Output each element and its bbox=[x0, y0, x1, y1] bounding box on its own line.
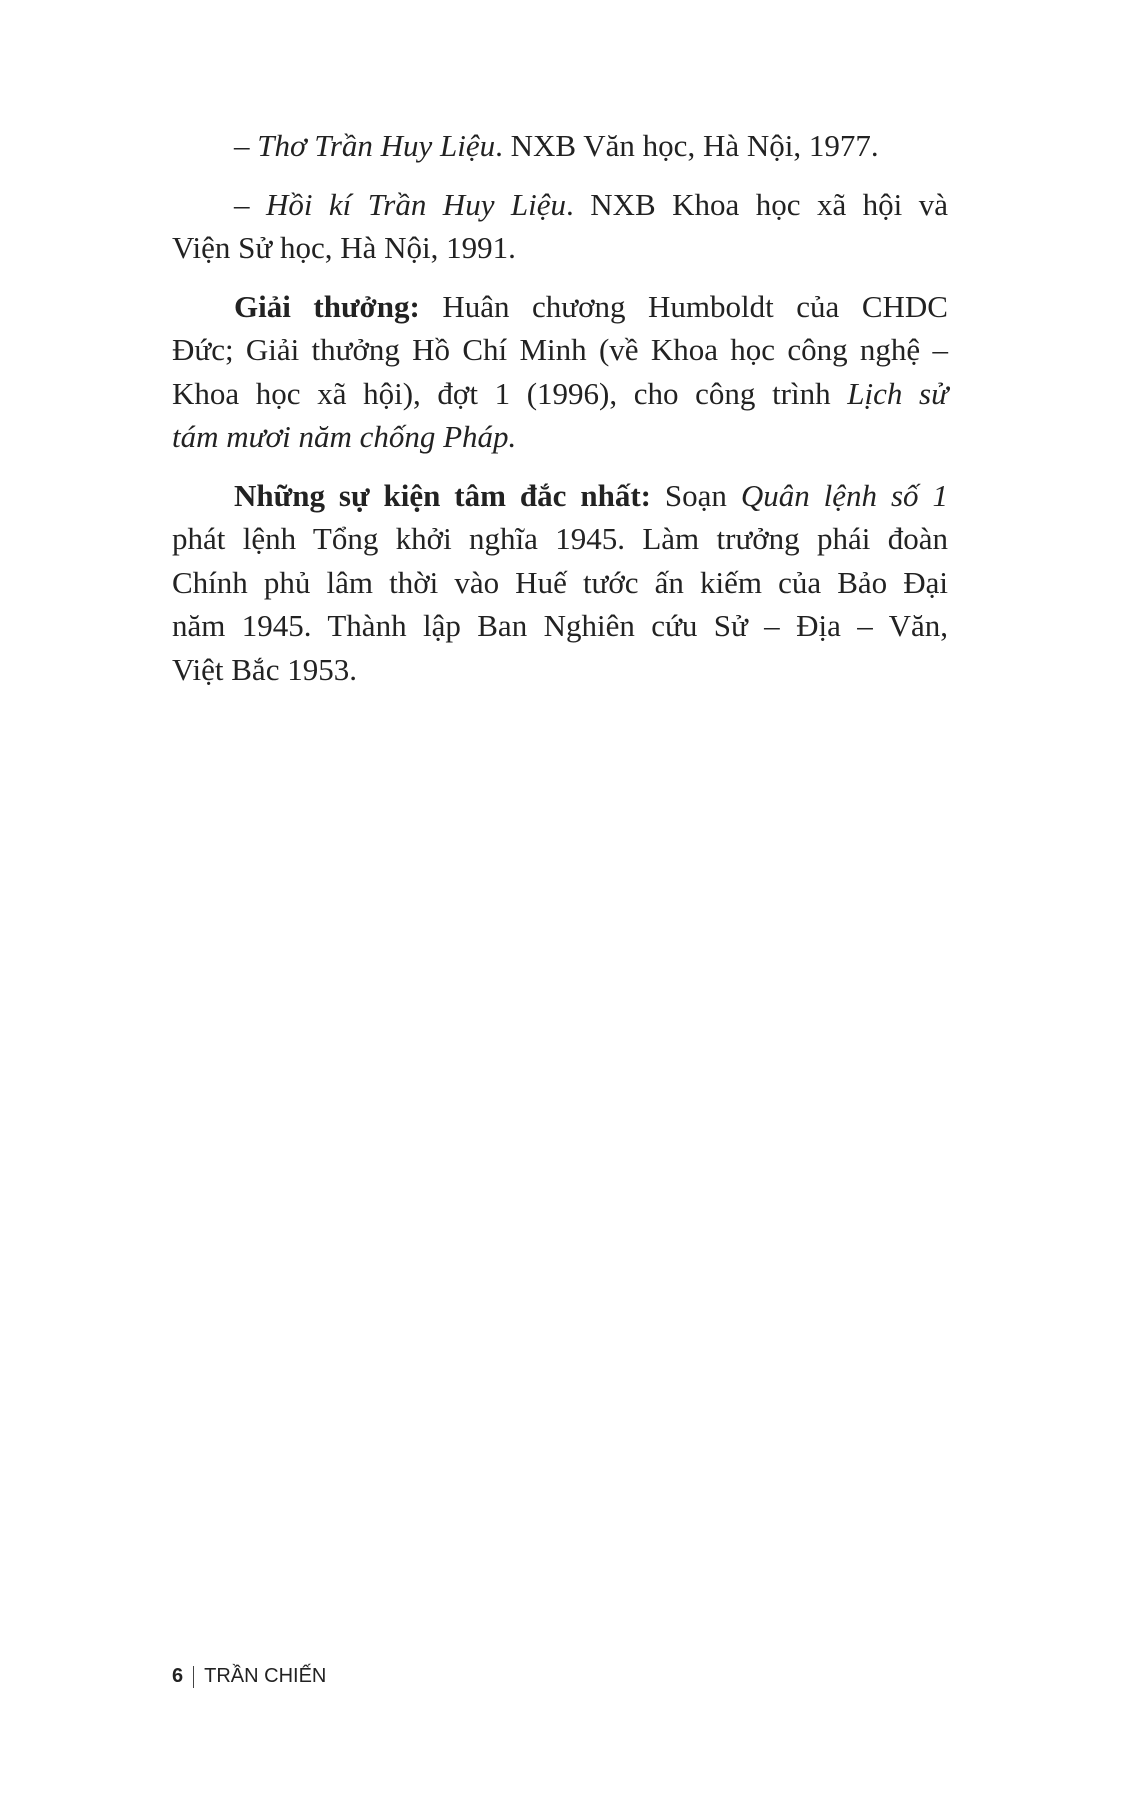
document-title: Quân lệnh số 1 bbox=[740, 477, 948, 513]
citation: . NXB Văn học, Hà Nội, 1977. bbox=[495, 128, 879, 163]
text: Khoa học xã hội), đợt 1 (1996), cho công trình bbox=[172, 375, 848, 411]
text-line: năm 1945. Thành lập Ban Nghiên cứu Sử – Địa – Văn, bbox=[172, 608, 948, 643]
awards-label: Giải thưởng: bbox=[234, 288, 420, 324]
citation-line: Viện Sử học, Hà Nội, 1991. bbox=[172, 230, 516, 265]
dash: – bbox=[234, 186, 266, 222]
footer-divider bbox=[193, 1666, 194, 1688]
dash: – bbox=[234, 128, 258, 163]
paragraph-hoi-ki bbox=[172, 183, 948, 270]
events-label: Những sự kiện tâm đắc nhất: bbox=[234, 477, 651, 513]
text-line: Việt Bắc 1953. bbox=[172, 651, 357, 687]
work-title: Lịch sử bbox=[847, 375, 948, 411]
running-head: TRẦN CHIẾN bbox=[204, 1665, 327, 1687]
text-line: Đức; Giải thưởng Hồ Chí Minh (về Khoa học công nghệ – bbox=[172, 332, 948, 367]
paragraph-tho bbox=[172, 124, 948, 168]
text: Huân chương Humboldt của CHDC bbox=[419, 288, 948, 324]
paragraph-events bbox=[172, 474, 948, 692]
book-title: Hồi kí Trần Huy Liệu bbox=[265, 186, 567, 222]
page-body bbox=[172, 124, 948, 706]
text: Soạn bbox=[650, 477, 741, 513]
page-number: 6 bbox=[172, 1665, 184, 1687]
citation: . NXB Khoa học xã hội và bbox=[566, 186, 949, 222]
book-title: Thơ Trần Huy Liệu bbox=[257, 128, 496, 163]
work-title: tám mươi năm chống Pháp. bbox=[172, 419, 517, 454]
text-line: Chính phủ lâm thời vào Huế tước ấn kiếm của Bảo Đại bbox=[172, 564, 948, 600]
text-line: phát lệnh Tổng khởi nghĩa 1945. Làm trưởng phái đoàn bbox=[172, 521, 948, 556]
page-footer bbox=[172, 1665, 326, 1688]
paragraph-awards bbox=[172, 285, 948, 459]
